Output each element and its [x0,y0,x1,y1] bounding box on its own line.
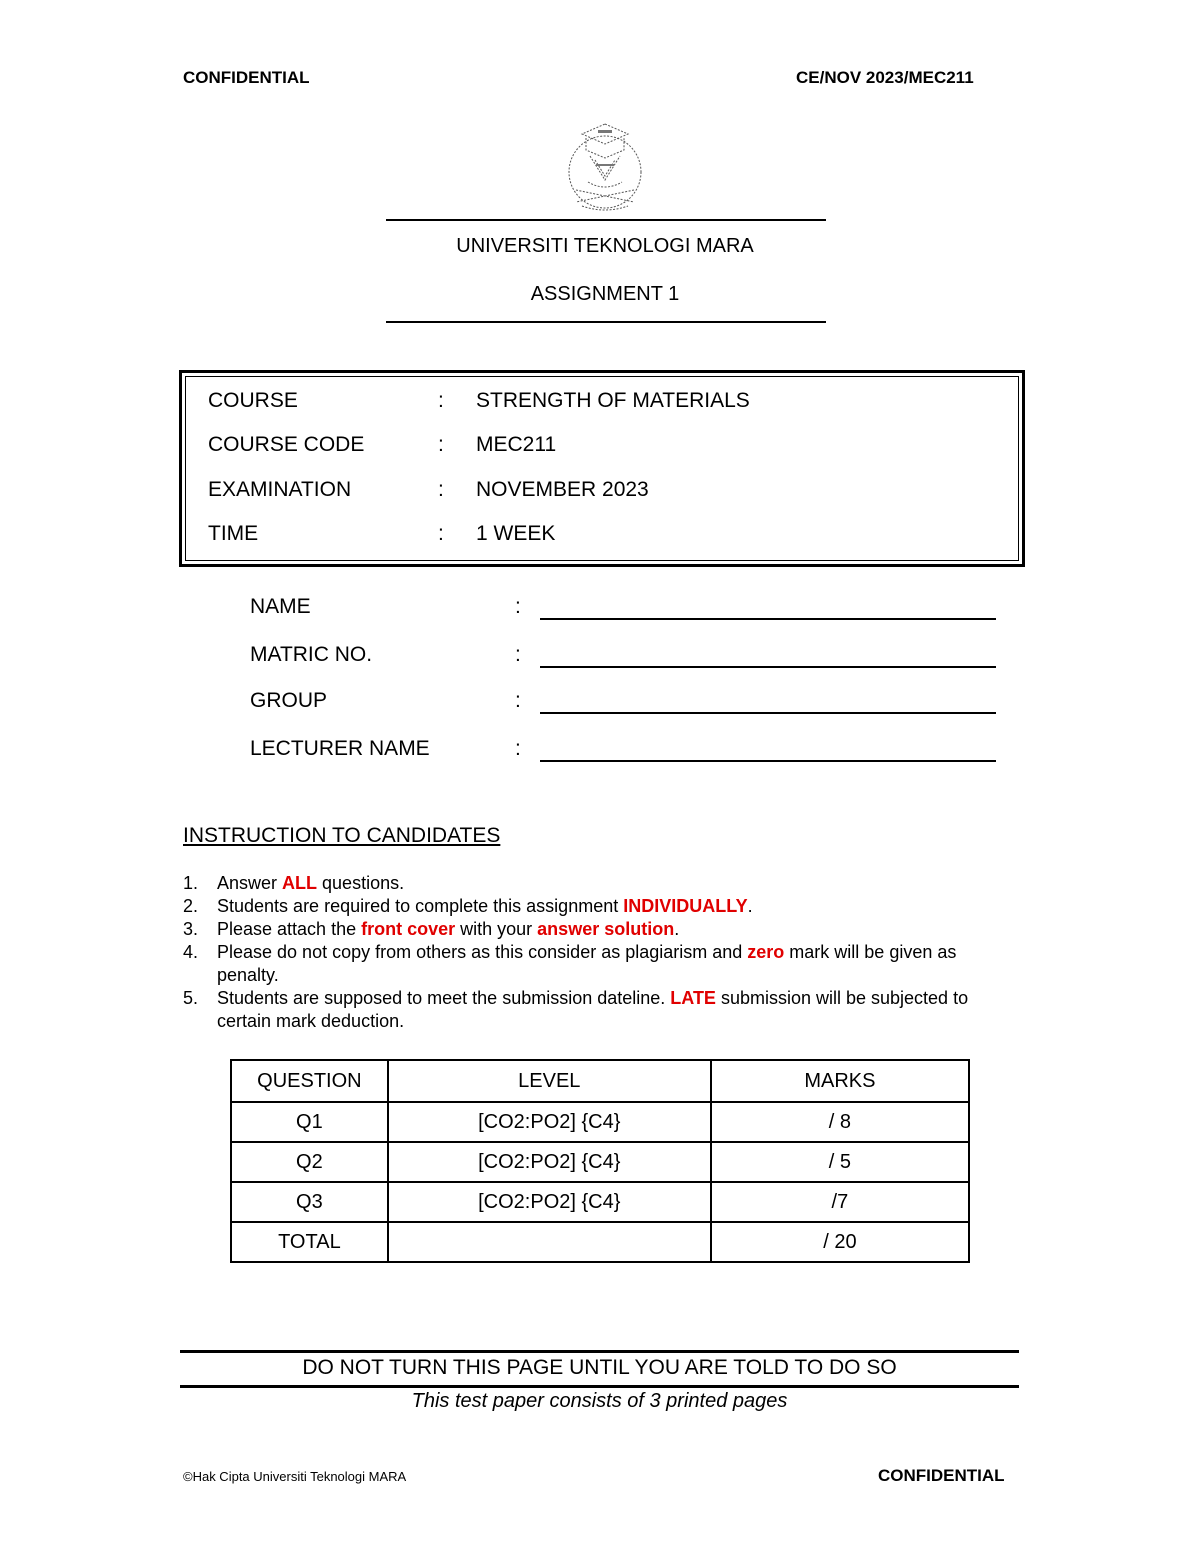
instruction-item [183,872,1003,895]
level-cell: [CO2:PO2] {C4} [388,1142,711,1182]
title-rule-top [386,219,826,221]
matric-label: MATRIC NO. [250,643,373,666]
university-crest-icon [562,120,648,216]
instruction-emphasis: front cover [361,919,456,939]
instruction-item [183,941,1003,987]
instruction-emphasis: ALL [282,873,318,893]
instructions-list [183,872,1003,1033]
table-row [231,1182,969,1222]
time-row [186,522,1018,552]
name-label: NAME [250,595,311,618]
time-label: TIME [208,522,259,545]
warning-rule-bottom [180,1385,1019,1388]
group-field[interactable] [250,689,1010,723]
instruction-emphasis: answer solution [537,919,675,939]
matric-blank[interactable] [540,666,996,668]
examination-label: EXAMINATION [208,478,352,501]
instruction-text: Please do not copy from others as this consider as plagiarism and [217,942,748,962]
name-blank[interactable] [540,618,996,620]
lecturer-blank[interactable] [540,760,996,762]
total-row [231,1222,969,1262]
instruction-emphasis: INDIVIDUALLY [623,896,748,916]
colon: : [438,522,444,545]
group-label: GROUP [250,689,328,712]
header-marks: MARKS [711,1060,969,1102]
total-label-cell: TOTAL [231,1222,388,1262]
instruction-item [183,918,1003,941]
course-info-box [179,370,1025,567]
page-count-note: This test paper consists of 3 printed pages [411,1390,788,1412]
instruction-text: Answer [217,873,283,893]
instruction-number: 1. [183,873,199,893]
colon: : [438,433,444,456]
colon: : [515,737,521,760]
copyright-notice: ©Hak Cipta Universiti Teknologi MARA [183,1469,407,1484]
time-value: 1 WEEK [476,522,556,545]
level-cell: [CO2:PO2] {C4} [388,1182,711,1222]
title-rule-bottom [386,321,826,323]
instruction-number: 3. [183,919,199,939]
instruction-text: . [747,896,753,916]
examination-value: NOVEMBER 2023 [476,478,649,501]
marks-cell: /7 [711,1182,969,1222]
document-type: ASSIGNMENT 1 [530,283,680,305]
instruction-text: submission will be subjected to certain mark deduction. [217,988,969,1031]
question-cell: Q3 [231,1182,388,1222]
instruction-number: 5. [183,988,199,1008]
instruction-text: Students are required to complete this assignment [217,896,624,916]
university-logo [562,120,648,216]
level-cell: [CO2:PO2] {C4} [388,1102,711,1142]
instruction-emphasis: LATE [670,988,716,1008]
table-header-row [231,1060,969,1102]
warning-rule-top [180,1350,1019,1353]
instructions-heading: INSTRUCTION TO CANDIDATES [183,824,501,847]
instruction-item [183,987,1003,1033]
course-code-row [186,433,1018,463]
header-level: LEVEL [388,1060,711,1102]
course-code-value: MEC211 [476,433,557,456]
total-marks-cell: / 20 [711,1222,969,1262]
colon: : [515,643,521,666]
lecturer-field[interactable] [250,737,1010,771]
table-row [231,1142,969,1182]
instruction-text: Please attach the [217,919,362,939]
instruction-emphasis: zero [747,942,785,962]
instruction-number: 2. [183,896,199,916]
instruction-item [183,895,1003,918]
table-row [231,1102,969,1142]
colon: : [438,478,444,501]
name-field[interactable] [250,595,1010,629]
footer-confidential: CONFIDENTIAL [878,1466,1005,1485]
university-name: UNIVERSITI TEKNOLOGI MARA [456,235,754,257]
do-not-turn-warning: DO NOT TURN THIS PAGE UNTIL YOU ARE TOLD TO DO SO [302,1356,897,1379]
colon: : [515,595,521,618]
marks-cell: / 8 [711,1102,969,1142]
marks-table [230,1059,970,1263]
course-row [186,389,1018,419]
colon: : [515,689,521,712]
question-cell: Q1 [231,1102,388,1142]
instruction-text: mark will be given as penalty. [217,942,957,985]
total-level-cell [388,1222,711,1262]
course-label: COURSE [208,389,298,412]
marks-cell: / 5 [711,1142,969,1182]
course-code-label: COURSE CODE [208,433,365,456]
examination-row [186,478,1018,508]
instruction-text: with your [455,919,538,939]
instruction-text: . [674,919,680,939]
lecturer-label: LECTURER NAME [250,737,430,760]
colon: : [438,389,444,412]
matric-field[interactable] [250,643,1010,677]
instruction-number: 4. [183,942,199,962]
instruction-text: Students are supposed to meet the submission dateline. [217,988,671,1008]
instruction-text: questions. [317,873,405,893]
header-confidential: CONFIDENTIAL [183,68,310,87]
header-paper-code: CE/NOV 2023/MEC211 [796,68,974,87]
course-value: STRENGTH OF MATERIALS [476,389,750,412]
header-question: QUESTION [231,1060,388,1102]
question-cell: Q2 [231,1142,388,1182]
group-blank[interactable] [540,712,996,714]
